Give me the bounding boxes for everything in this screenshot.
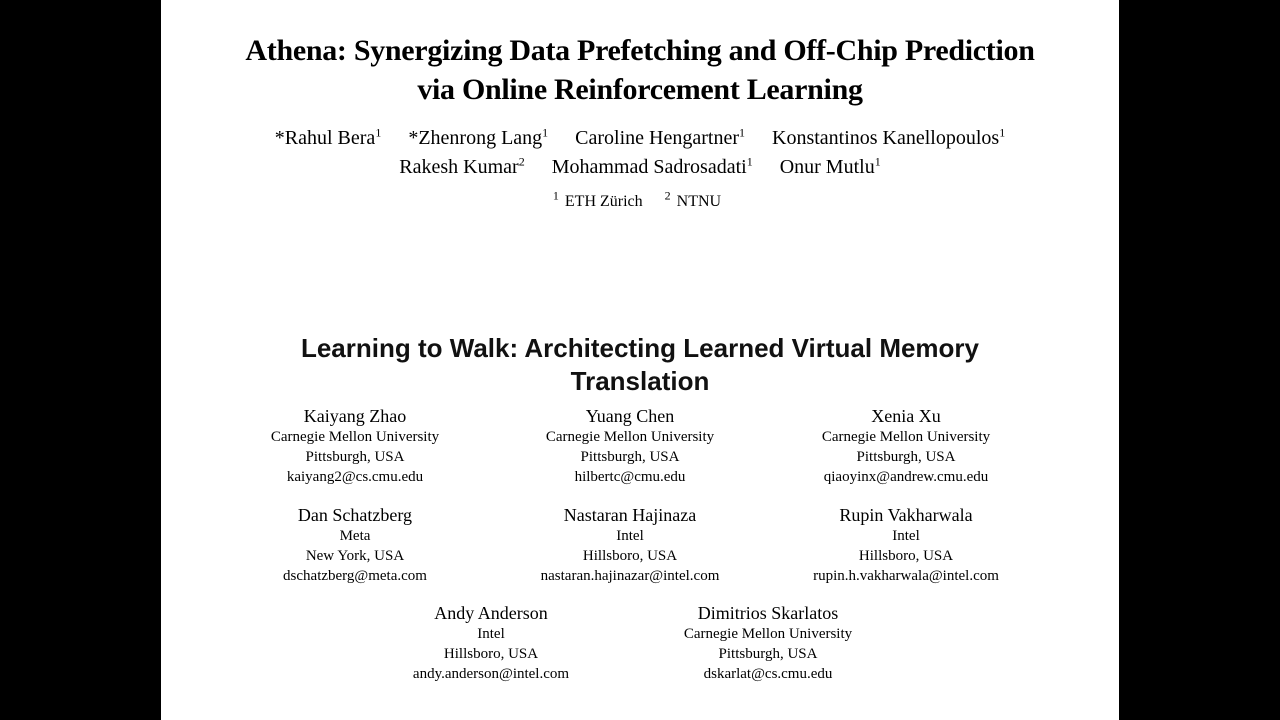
author-location: Pittsburgh, USA (305, 449, 405, 465)
author-name: Andy Anderson (434, 603, 548, 623)
paper1-title-line2: via Online Reinforcement Learning (417, 73, 863, 106)
author-location: Pittsburgh, USA (580, 449, 680, 465)
author-card (195, 505, 515, 586)
author-org: Intel (616, 528, 644, 544)
author-org: Meta (339, 528, 371, 544)
paper1-affiliations (161, 188, 1119, 211)
paper2-title-line1: Learning to Walk: Architecting Learned Virtual Memory (300, 333, 980, 363)
author: *Zhenrong Lang$^1$ (408, 125, 549, 149)
author-email: hilbertc@cmu.edu (574, 469, 686, 485)
paper1-title-line1: Athena: Synergizing Data Prefetching and Off-Chip Prediction (245, 34, 1035, 67)
author-location: Pittsburgh, USA (718, 646, 818, 662)
author-name: Xenia Xu (871, 406, 941, 426)
author-org: Intel (477, 626, 505, 642)
author-card (746, 406, 1066, 487)
author-location: Pittsburgh, USA (856, 449, 956, 465)
affiliation: $^2$ NTNU (664, 188, 722, 210)
author-name: Nastaran Hajinaza (563, 505, 697, 525)
author-card (746, 505, 1066, 586)
author-org: Carnegie Mellon University (821, 429, 991, 445)
author-org: Carnegie Mellon University (270, 429, 440, 445)
author-name: Rupin Vakharwala (839, 505, 973, 525)
author-org: Carnegie Mellon University (545, 429, 715, 445)
author-card (470, 406, 790, 487)
author-card (331, 603, 651, 684)
paper1-authors-row2 (161, 153, 1119, 182)
author-email: andy.anderson@intel.com (412, 666, 570, 682)
author-email: qiaoyinx@andrew.cmu.edu (823, 469, 989, 485)
author-card (470, 505, 790, 586)
slide-page (161, 0, 1119, 720)
affiliation: $^1$ ETH Zürich (552, 188, 643, 210)
author-card (195, 406, 515, 487)
author: *Rahul Bera$^1$ (274, 125, 382, 149)
author-email: rupin.h.vakharwala@intel.com (813, 568, 999, 584)
author: Onur Mutlu$^1$ (779, 154, 881, 178)
author-email: kaiyang2@cs.cmu.edu (286, 469, 424, 485)
author-location: Hillsboro, USA (858, 548, 954, 564)
author-email: nastaran.hajinazar@intel.com (540, 568, 720, 584)
author-email: dskarlat@cs.cmu.edu (703, 666, 833, 682)
author-email: dschatzberg@meta.com (283, 568, 427, 584)
author: Rakesh Kumar$^2$ (399, 154, 525, 178)
author-location: New York, USA (305, 548, 405, 564)
paper2-title-line2: Translation (570, 366, 710, 396)
author-name: Kaiyang Zhao (303, 406, 407, 426)
author-location: Hillsboro, USA (443, 646, 539, 662)
author: Caroline Hengartner$^1$ (575, 125, 745, 149)
author-name: Dimitrios Skarlatos (697, 603, 839, 623)
author: Mohammad Sadrosadati$^1$ (551, 154, 753, 178)
paper1-authors-row1 (161, 124, 1119, 153)
author-org: Carnegie Mellon University (683, 626, 853, 642)
author-location: Hillsboro, USA (582, 548, 678, 564)
author: Konstantinos Kanellopoulos$^1$ (772, 125, 1006, 149)
author-name: Yuang Chen (585, 406, 675, 426)
author-org: Intel (892, 528, 920, 544)
author-card (608, 603, 928, 684)
author-name: Dan Schatzberg (297, 505, 413, 525)
